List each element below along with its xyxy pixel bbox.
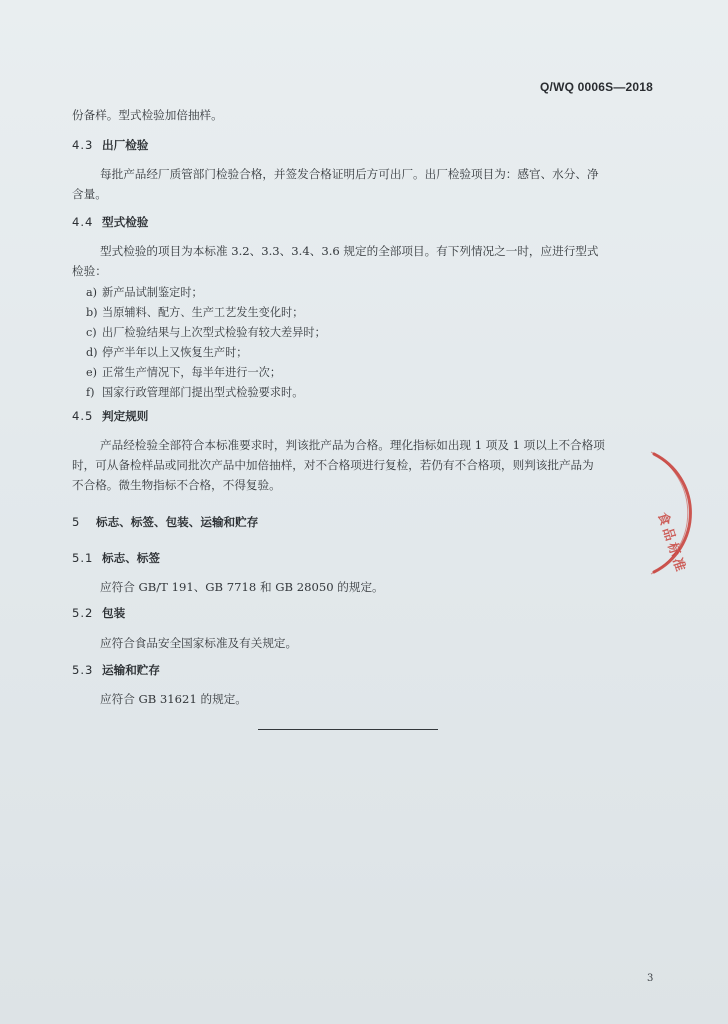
list-text: 停产半年以上又恢复生产时； <box>102 346 248 359</box>
list-item <box>86 324 326 340</box>
paragraph-line: 含量。 <box>72 187 107 201</box>
section-heading-5-3 <box>72 662 160 678</box>
paragraph-line: 不合格。微生物指标不合格，不得复验。 <box>72 478 281 492</box>
paragraph-line: 应符合 GB/T 191、GB 7718 和 GB 28050 的规定。 <box>100 580 384 594</box>
paragraph-line: 份备样。型式检验加倍抽样。 <box>72 108 223 122</box>
list-marker: e) <box>86 366 97 379</box>
section-number: 4.4 <box>72 215 94 229</box>
section-heading-4-4 <box>72 214 148 230</box>
list-text: 正常生产情况下，每半年进行一次； <box>102 366 282 379</box>
section-title: 运输和贮存 <box>102 663 160 677</box>
section-title: 标志、标签、包装、运输和贮存 <box>96 515 259 529</box>
section-title: 型式检验 <box>102 215 149 229</box>
section-number: 5 <box>72 515 81 529</box>
section-title: 判定规则 <box>102 409 149 423</box>
section-heading-4-3 <box>72 137 148 153</box>
section-number: 5.3 <box>72 663 94 677</box>
list-text: 新产品试制鉴定时； <box>102 286 203 299</box>
section-title: 包装 <box>102 606 126 620</box>
seal-stamp <box>636 448 728 578</box>
paragraph-line: 产品经检验全部符合本标准要求时，判该批产品为合格。理化指标如出现 1 项及 1 项以上不合格项 <box>100 438 605 452</box>
list-item <box>86 344 247 360</box>
list-marker: f) <box>86 386 95 399</box>
list-item <box>86 304 303 320</box>
paragraph-line: 型式检验的项目为本标准 3.2、3.3、3.4、3.6 规定的全部项目。有下列情况之一时，应进行型式 <box>100 244 599 258</box>
list-item <box>86 284 203 300</box>
list-marker: c) <box>86 326 97 339</box>
list-item <box>86 384 303 400</box>
section-heading-4-5 <box>72 408 148 424</box>
list-marker: d) <box>86 346 98 359</box>
section-heading-5-2 <box>72 605 125 621</box>
paragraph-line: 时，可从备检样品或同批次产品中加倍抽样，对不合格项进行复检，若仍有不合格项，则判该批产品为 <box>72 458 594 472</box>
section-number: 5.2 <box>72 606 94 620</box>
list-text: 当原辅料、配方、生产工艺发生变化时； <box>102 306 304 319</box>
section-number: 4.3 <box>72 138 94 152</box>
list-marker: a) <box>86 286 98 299</box>
section-number: 4.5 <box>72 409 94 423</box>
list-text: 出厂检验结果与上次型式检验有较大差异时； <box>102 326 326 339</box>
list-marker: b) <box>86 306 98 319</box>
list-item <box>86 364 281 380</box>
section-number: 5.1 <box>72 551 94 565</box>
end-rule <box>258 729 438 730</box>
list-text: 国家行政管理部门提出型式检验要求时。 <box>102 386 304 399</box>
paragraph-line: 每批产品经厂质管部门检验合格，并签发合格证明后方可出厂。出厂检验项目为：感官、水分、净 <box>100 167 599 181</box>
section-heading-5 <box>72 514 258 530</box>
svg-text:食品标准: 食品标准 <box>654 510 689 577</box>
paragraph-line: 应符合食品安全国家标准及有关规定。 <box>100 636 298 650</box>
section-title: 标志、标签 <box>102 551 160 565</box>
document-code: Q/WQ 0006S—2018 <box>540 80 654 94</box>
paragraph-line: 应符合 GB 31621 的规定。 <box>100 692 247 706</box>
paragraph-line: 检验： <box>72 264 107 278</box>
section-title: 出厂检验 <box>102 138 149 152</box>
seal-stamp-graphic <box>651 452 690 576</box>
section-heading-5-1 <box>72 550 160 566</box>
page-number: 3 <box>647 973 654 984</box>
